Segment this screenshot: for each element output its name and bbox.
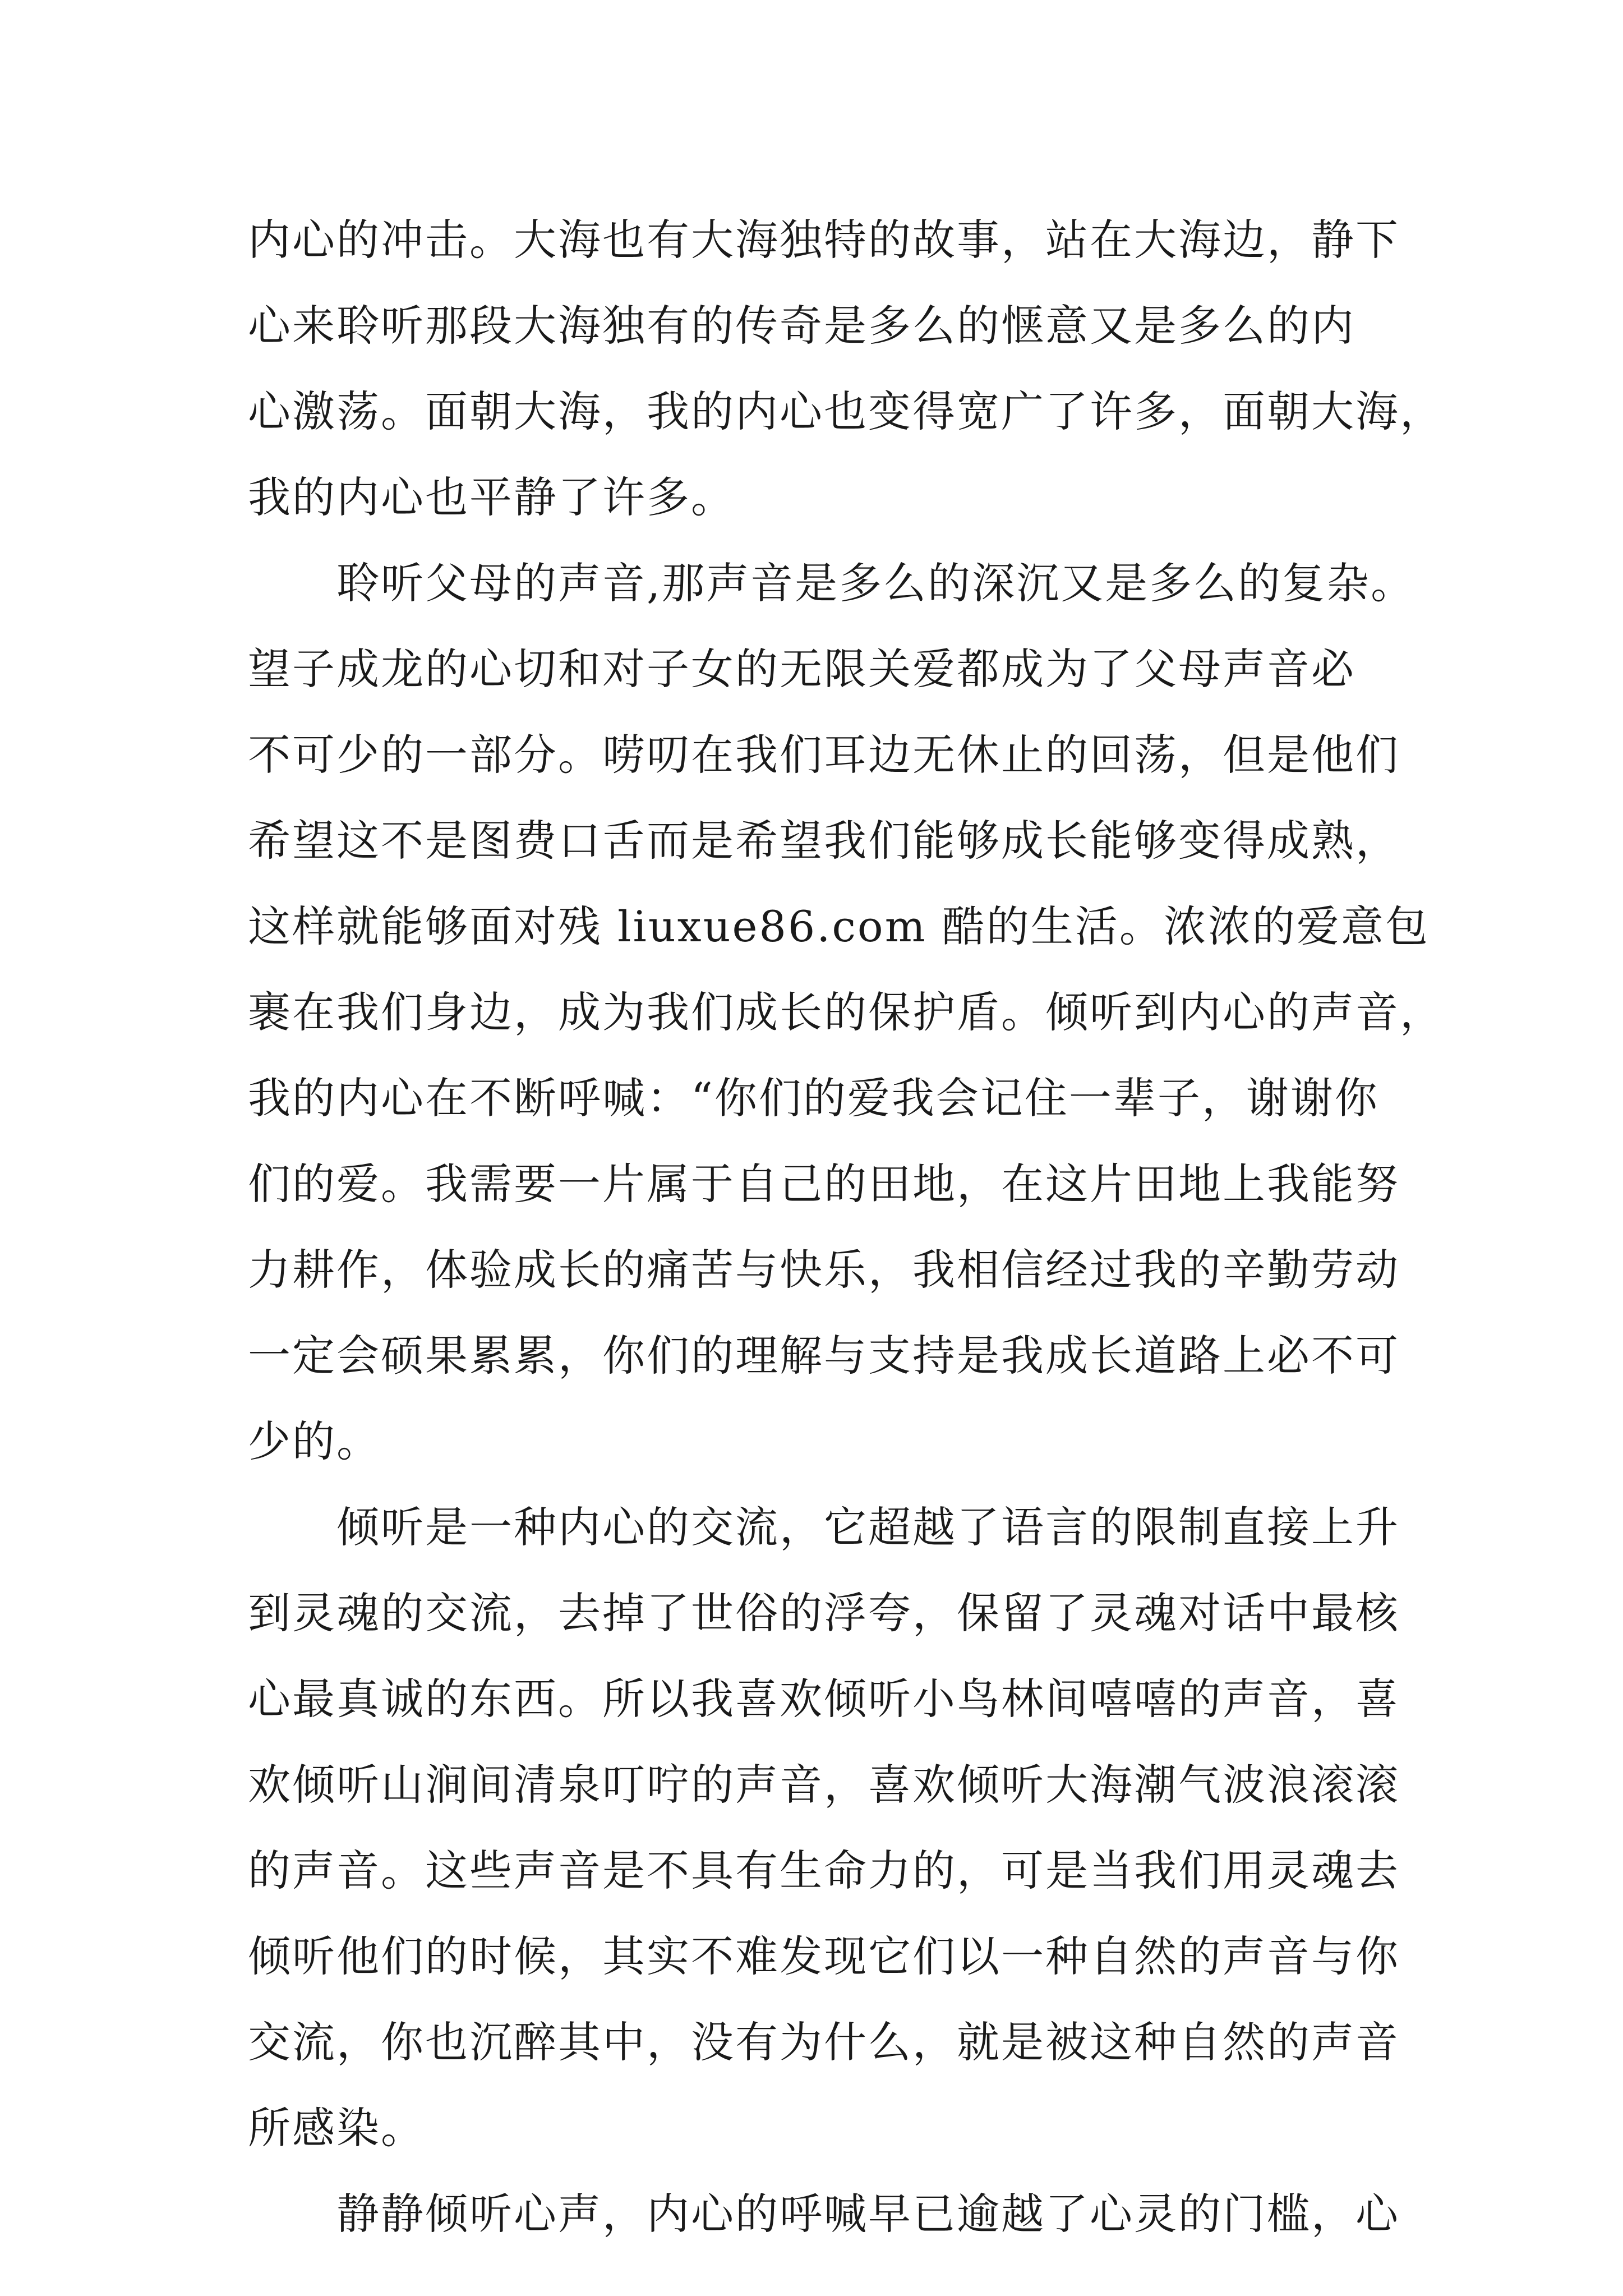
text-line: 倾听他们的时候，其实不难发现它们以一种自然的声音与你	[248, 1931, 1400, 1981]
text-line: 我的内心也平静了许多。	[248, 472, 735, 522]
text-line: 心激荡。面朝大海，我的内心也变得宽广了许多，面朝大海，	[248, 386, 1444, 436]
paragraph-first-line: 静静倾听心声，内心的呼喊早已逾越了心灵的门槛，心	[336, 2189, 1400, 2239]
text-line: 心最真诚的东西。所以我喜欢倾听小鸟林间嘻嘻的声音，喜	[248, 1674, 1400, 1724]
text-line: 望子成龙的心切和对子女的无限关爱都成为了父母声音必	[248, 644, 1355, 694]
text-line: 欢倾听山涧间清泉叮咛的声音，喜欢倾听大海潮气波浪滚滚	[248, 1760, 1400, 1810]
text-line: 交流，你也沉醉其中，没有为什么，就是被这种自然的声音	[248, 2017, 1400, 2067]
text-line: 的声音。这些声音是不具有生命力的，可是当我们用灵魂去	[248, 1846, 1400, 1895]
text-line: 裹在我们身边，成为我们成长的保护盾。倾听到内心的声音，	[248, 987, 1444, 1037]
text-line: 到灵魂的交流，去掉了世俗的浮夸，保留了灵魂对话中最核	[248, 1588, 1400, 1638]
paragraph-first-line: 倾听是一种内心的交流，它超越了语言的限制直接上升	[336, 1502, 1400, 1552]
text-line: 不可少的一部分。唠叨在我们耳边无休止的回荡，但是他们	[248, 730, 1400, 780]
text-line: 心来聆听那段大海独有的传奇是多么的惬意又是多么的内	[248, 301, 1355, 351]
text-line: 所感染。	[248, 2103, 425, 2153]
text-line: 我的内心在不断呼喊：“你们的爱我会记住一辈子，谢谢你	[248, 1073, 1379, 1123]
paragraph-first-line: 聆听父母的声音,那声音是多么的深沉又是多么的复杂。	[336, 558, 1415, 608]
text-line: 这样就能够面对残 liuxue86.com 酷的生活。浓浓的爱意包	[248, 901, 1430, 951]
text-line: 希望这不是图费口舌而是希望我们能够成长能够变得成熟，	[248, 816, 1400, 866]
text-line: 们的爱。我需要一片属于自己的田地，在这片田地上我能努	[248, 1159, 1400, 1209]
text-line: 少的。	[248, 1416, 381, 1466]
text-line: 一定会硕果累累，你们的理解与支持是我成长道路上必不可	[248, 1331, 1400, 1381]
text-line: 内心的冲击。大海也有大海独特的故事，站在大海边，静下	[248, 215, 1400, 265]
text-line: 力耕作，体验成长的痛苦与快乐，我相信经过我的辛勤劳动	[248, 1245, 1400, 1295]
